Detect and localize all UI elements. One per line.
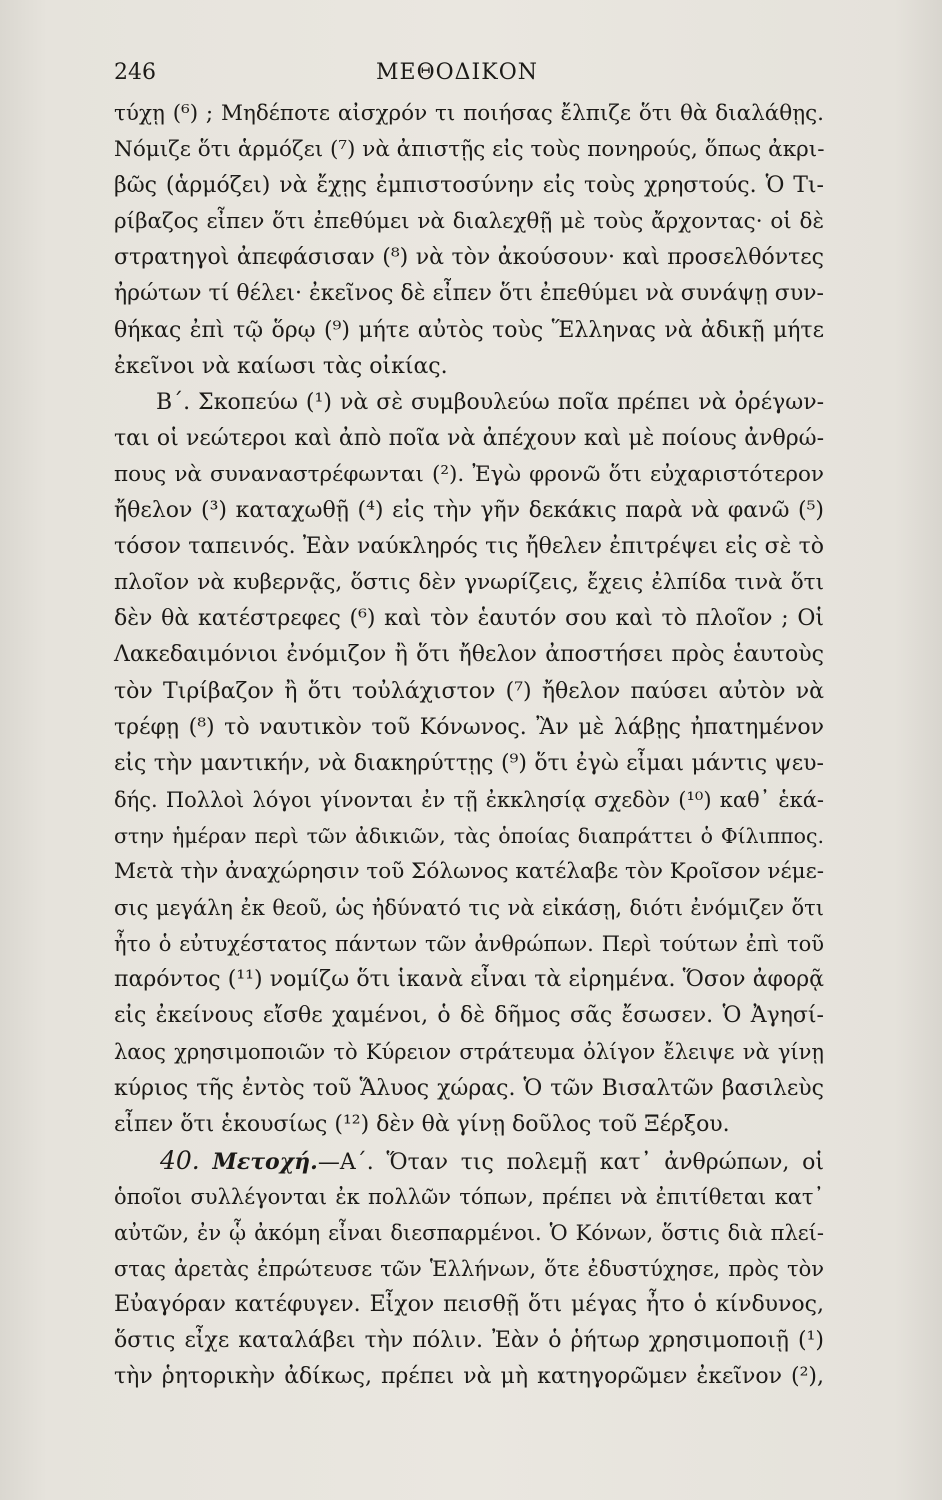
text-line: Εὐαγόραν κατέφυγεν. Εἶχον πεισθῇ ὅτι μέγας ἦτο ὁ κίνδυνος, bbox=[114, 1292, 824, 1318]
section-number: 40. bbox=[160, 1145, 200, 1175]
text-line: ὅστις εἶχε καταλάβει τὴν πόλιν. Ἐὰν ὁ ῥήτωρ χρησιμοποιῇ (¹) bbox=[114, 1328, 824, 1354]
text-line: τρέφῃ (⁸) τὸ ναυτικὸν τοῦ Κόνωνος. Ἂν μὲ λάβῃς ἠπατημένον bbox=[114, 714, 824, 740]
text-line: παρόντος (¹¹) νομίζω ὅτι ἱκανὰ εἶναι τὰ εἰρημένα. Ὅσον ἀφορᾷ bbox=[114, 967, 824, 993]
text-line: κύριος τῆς ἐντὸς τοῦ Ἅλυος χώρας. Ὁ τῶν Βισαλτῶν βασιλεὺς bbox=[114, 1075, 824, 1101]
text-line: τόσον ταπεινός. Ἐὰν ναύκληρός τις ἤθελεν ἐπιτρέψει εἰς σὲ τὸ bbox=[114, 534, 824, 560]
text-line: τύχῃ (⁶) ; Μηδέποτε αἰσχρόν τι ποιήσας ἔλπιζε ὅτι θὰ διαλάθῃς. bbox=[114, 101, 824, 126]
text-line: σις μεγάλη ἐκ θεοῦ, ὡς ἠδύνατό τις νὰ εἰκάσῃ, διότι ἐνόμιζεν ὅτι bbox=[114, 896, 824, 921]
text-line: πλοῖον νὰ κυβερνᾷς, ὅστις δὲν γνωρίζεις, ἔχεις ἐλπίδα τινὰ ὅτι bbox=[114, 570, 824, 596]
text-line: ἦτο ὁ εὐτυχέστατος πάντων τῶν ἀνθρώπων. Περὶ τούτων ἐπὶ τοῦ bbox=[114, 932, 824, 957]
text-line: ἠρώτων τί θέλει· ἐκεῖνος δὲ εἶπεν ὅτι ἐπεθύμει νὰ συνάψῃ συν- bbox=[114, 281, 824, 307]
text-line: εἰς τὴν μαντικήν, νὰ διακηρύττῃς (⁹) ὅτι ἐγὼ εἶμαι μάντις ψευ- bbox=[114, 750, 824, 776]
page-body bbox=[114, 96, 824, 1395]
text-line: ἤθελον (³) καταχωθῇ (⁴) εἰς τὴν γῆν δεκάκις παρὰ νὰ φανῶ (⁵) bbox=[114, 498, 824, 524]
text-line: ἐκεῖνοι νὰ καίωσι τὰς οἰκίας. bbox=[114, 353, 448, 379]
text-line: θήκας ἐπὶ τῷ ὅρῳ (⁹) μήτε αὐτὸς τοὺς Ἕλληνας νὰ ἀδικῇ μήτε bbox=[114, 317, 824, 343]
text-line: Μετὰ τὴν ἀναχώρησιν τοῦ Σόλωνος κατέλαβε τὸν Κροῖσον νέμε- bbox=[114, 858, 824, 884]
text-line: λαος χρησιμοποιῶν τὸ Κύρειον στράτευμα ὀλίγον ἔλειψε νὰ γίνῃ bbox=[114, 1040, 824, 1065]
text-line: ρίβαζος εἶπεν ὅτι ἐπεθύμει νὰ διαλεχθῇ μὲ τοὺς ἄρχοντας· οἱ δὲ bbox=[114, 209, 824, 235]
section-title: Μετοχή. bbox=[212, 1148, 318, 1175]
text-line: Νόμιζε ὅτι ἁρμόζει (⁷) νὰ ἀπιστῇς εἰς τοὺς πονηρούς, ὅπως ἀκρι- bbox=[114, 137, 825, 163]
text-line: στην ἡμέραν περὶ τῶν ἀδικιῶν, τὰς ὁποίας διαπράττει ὁ Φίλιππος. bbox=[114, 823, 824, 848]
text-line: Λακεδαιμόνιοι ἐνόμιζον ἢ ὅτι ἤθελον ἀποστήσει πρὸς ἑαυτοὺς bbox=[114, 642, 824, 668]
running-title: ΜΕΘΟΔΙΚΟΝ bbox=[376, 60, 538, 85]
section-heading-line bbox=[114, 1143, 824, 1179]
text-line: δὲν θὰ κατέστρεφες (⁶) καὶ τὸν ἑαυτόν σου καὶ τὸ πλοῖον ; Οἱ bbox=[114, 606, 824, 632]
text-line: δής. Πολλοὶ λόγοι γίνονται ἐν τῇ ἐκκλησίᾳ σχεδὸν (¹⁰) καθ᾽ ἑκά- bbox=[114, 787, 824, 812]
text-line: αὐτῶν, ἐν ᾧ ἀκόμη εἶναι διεσπαρμένοι. Ὁ Κόνων, ὅστις διὰ πλεί- bbox=[114, 1220, 824, 1245]
text-line: πους νὰ συναναστρέφωνται (²). Ἐγὼ φρονῶ ὅτι εὐχαριστότερον bbox=[114, 461, 824, 487]
text-line: Β΄. Σκοπεύω (¹) νὰ σὲ συμβουλεύω ποῖα πρέπει νὰ ὀρέγων- bbox=[156, 389, 824, 415]
text-line: στας ἀρετὰς ἐπρώτευσε τῶν Ἑλλήνων, ὅτε ἐδυστύχησε, πρὸς τὸν bbox=[114, 1257, 824, 1281]
text-line: στρατηγοὶ ἀπεφάσισαν (⁸) νὰ τὸν ἀκούσουν· καὶ προσελθόντες bbox=[114, 245, 824, 271]
page-number: 246 bbox=[114, 60, 156, 85]
text-line: ὁποῖοι συλλέγονται ἐκ πολλῶν τόπων, πρέπει νὰ ἐπιτίθεται κατ᾽ bbox=[114, 1184, 824, 1209]
page-header bbox=[114, 60, 800, 96]
text-line: ται οἱ νεώτεροι καὶ ἀπὸ ποῖα νὰ ἀπέχουν καὶ μὲ ποίους ἀνθρώ- bbox=[114, 425, 824, 451]
text-line: τὴν ῥητορικὴν ἀδίκως, πρέπει νὰ μὴ κατηγορῶμεν ἐκεῖνον (²), bbox=[114, 1364, 824, 1390]
text-line: τὸν Τιρίβαζον ἢ ὅτι τοὐλάχιστον (⁷) ἤθελον παύσει αὐτὸν νὰ bbox=[114, 678, 824, 704]
text-line: βῶς (ἁρμόζει) νὰ ἔχῃς ἐμπιστοσύνην εἰς τοὺς χρηστούς. Ὁ Τι- bbox=[114, 173, 824, 199]
text-line: εἰς ἐκείνους εἴσθε χαμένοι, ὁ δὲ δῆμος σᾶς ἔσωσεν. Ὁ Ἀγησί- bbox=[114, 1003, 824, 1029]
text-line: εἶπεν ὅτι ἑκουσίως (¹²) δὲν θὰ γίνῃ δοῦλος τοῦ Ξέρξου. bbox=[114, 1111, 730, 1137]
section-text: —Α΄. Ὅταν τις πολεμῇ κατ᾽ ἀνθρώπων, οἱ bbox=[317, 1149, 824, 1175]
